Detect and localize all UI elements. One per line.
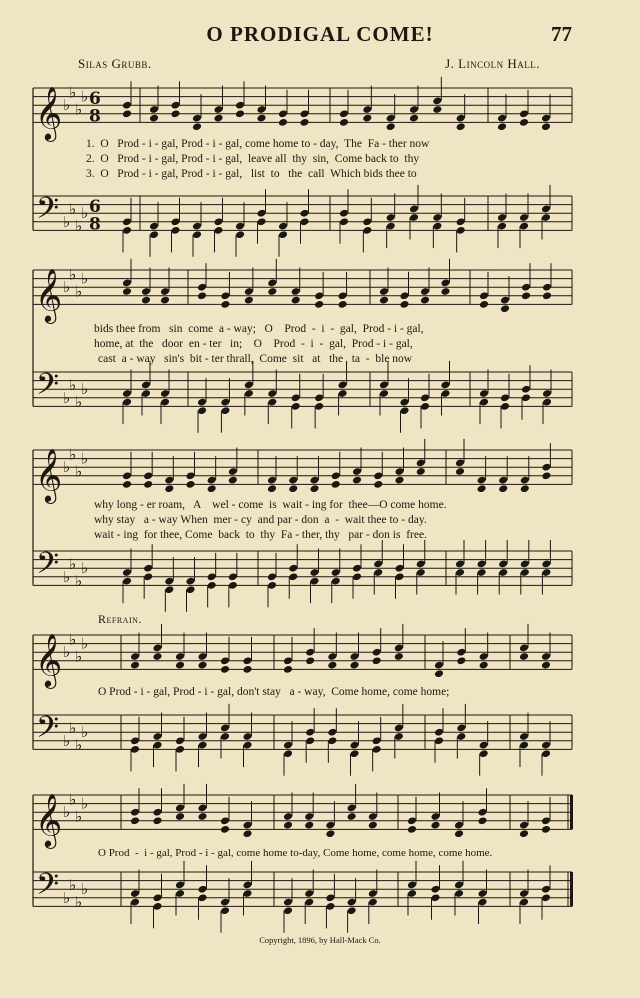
note-head xyxy=(309,484,319,493)
time-signature: 8 xyxy=(89,214,101,235)
note-head xyxy=(407,825,417,834)
flat-sign-icon: ♭ xyxy=(63,731,71,750)
bass-clef-icon: 𝄢 xyxy=(36,546,60,588)
note-head xyxy=(454,829,464,838)
note-head xyxy=(304,821,314,830)
flat-sign-icon: ♭ xyxy=(81,87,89,106)
note-head xyxy=(220,665,230,674)
note-head xyxy=(278,118,288,127)
flat-sign-icon: ♭ xyxy=(69,718,77,737)
note-head xyxy=(541,825,551,834)
note-head xyxy=(541,661,551,670)
note-head xyxy=(242,665,252,674)
verse-2-line-1: 2. O Prod - i - gal, Prod - i - gal, leave all thy sin, Come back to thy xyxy=(86,153,420,165)
note-head xyxy=(416,467,426,476)
treble-clef-icon: 𝄞 xyxy=(35,447,63,502)
note-head xyxy=(130,816,140,825)
note-head xyxy=(242,829,252,838)
flat-sign-icon: ♭ xyxy=(75,393,83,412)
note-head xyxy=(521,291,531,300)
verse-1-line-2: bids thee from sin come a - way; O Prod - i - gal, Prod - i - gal, xyxy=(94,323,424,335)
note-head xyxy=(267,287,277,296)
verse-3-line-1: 3. O Prod - i - gal, Prod - i - gal, list to the call Which bids thee to xyxy=(86,168,417,180)
verse-1-line-3: why long - er roam, A wel - come is wait - ing for thee—O come home. xyxy=(94,499,447,511)
page-number: 77 xyxy=(551,22,572,46)
note-head xyxy=(456,122,466,131)
note-head xyxy=(479,661,489,670)
note-head xyxy=(455,467,465,476)
note-head xyxy=(143,480,153,489)
note-head xyxy=(207,484,217,493)
note-head xyxy=(339,118,349,127)
note-head xyxy=(541,471,551,480)
note-head xyxy=(149,114,159,123)
flat-sign-icon: ♭ xyxy=(81,449,89,468)
note-head xyxy=(283,665,293,674)
flat-sign-icon: ♭ xyxy=(81,880,89,899)
flat-sign-icon: ♭ xyxy=(75,807,83,826)
note-head xyxy=(338,300,348,309)
note-head xyxy=(347,812,357,821)
note-head xyxy=(175,812,185,821)
note-head xyxy=(399,300,409,309)
note-head xyxy=(299,118,309,127)
note-head xyxy=(362,114,372,123)
note-head xyxy=(175,661,185,670)
note-head xyxy=(141,296,151,305)
flat-sign-icon: ♭ xyxy=(81,269,89,288)
note-head xyxy=(542,291,552,300)
flat-sign-icon: ♭ xyxy=(75,282,83,301)
flat-sign-icon: ♭ xyxy=(63,212,71,231)
refrain-lyric-line-2: O Prod - i - gal, Prod - i - gal, come home to-day, Come home, come home, come home. xyxy=(98,847,493,859)
note-head xyxy=(152,652,162,661)
flat-sign-icon: ♭ xyxy=(81,559,89,578)
note-head xyxy=(160,296,170,305)
note-head xyxy=(479,300,489,309)
note-head xyxy=(130,661,140,670)
note-head xyxy=(170,109,180,118)
treble-clef-icon: 𝄞 xyxy=(35,792,63,847)
bass-clef-icon: 𝄢 xyxy=(36,191,60,233)
note-head xyxy=(185,480,195,489)
flat-sign-icon: ♭ xyxy=(81,723,89,742)
flat-sign-icon: ♭ xyxy=(69,790,77,809)
refrain-lyric-line-1: O Prod - i - gal, Prod - i - gal, don't stay a - way, Come home, come home; xyxy=(98,686,450,698)
flat-sign-icon: ♭ xyxy=(63,643,71,662)
flat-sign-icon: ♭ xyxy=(75,893,83,912)
bass-clef-icon: 𝄢 xyxy=(36,867,60,909)
note-head xyxy=(519,652,529,661)
note-head xyxy=(331,480,341,489)
note-head xyxy=(197,812,207,821)
note-head xyxy=(498,484,508,493)
flat-sign-icon: ♭ xyxy=(81,204,89,223)
time-signature: 8 xyxy=(89,106,101,127)
note-head xyxy=(349,661,359,670)
note-head xyxy=(235,109,245,118)
note-head xyxy=(477,484,487,493)
flat-sign-icon: ♭ xyxy=(69,265,77,284)
note-head xyxy=(220,825,230,834)
note-head xyxy=(394,476,404,485)
verse-1-line-1: 1. O Prod - i - gal, Prod - i - gal, come home to - day, The Fa - ther now xyxy=(86,138,430,150)
verse-3-line-3: wait - ing for thee, Come back to thy Fa - ther, thy par - don is free. xyxy=(94,529,427,541)
hymn-title: O PRODIGAL COME! xyxy=(206,22,434,46)
note-head xyxy=(305,656,315,665)
verse-3-line-2: cast a - way sin's bit - ter thrall, Come sit at the ta - ble now xyxy=(98,353,413,365)
flat-sign-icon: ♭ xyxy=(63,803,71,822)
flat-sign-icon: ♭ xyxy=(75,217,83,236)
flat-sign-icon: ♭ xyxy=(69,83,77,102)
flat-sign-icon: ♭ xyxy=(81,380,89,399)
final-barline xyxy=(570,795,573,829)
note-head xyxy=(327,661,337,670)
flat-sign-icon: ♭ xyxy=(63,96,71,115)
note-head xyxy=(244,296,254,305)
flat-sign-icon: ♭ xyxy=(69,199,77,218)
note-head xyxy=(386,122,396,131)
flat-sign-icon: ♭ xyxy=(63,278,71,297)
note-head xyxy=(519,118,529,127)
note-head xyxy=(372,656,382,665)
flat-sign-icon: ♭ xyxy=(63,388,71,407)
flat-sign-icon: ♭ xyxy=(63,888,71,907)
note-head xyxy=(352,476,362,485)
verse-2-line-3: why stay a - way When mer - cy and par - don a - wait thee to - day. xyxy=(94,514,427,526)
note-head xyxy=(420,296,430,305)
flat-sign-icon: ♭ xyxy=(69,375,77,394)
note-head xyxy=(520,484,530,493)
flat-sign-icon: ♭ xyxy=(63,567,71,586)
note-head xyxy=(192,122,202,131)
note-head xyxy=(500,304,510,313)
note-head xyxy=(122,480,132,489)
note-head xyxy=(541,122,551,131)
note-head xyxy=(220,300,230,309)
note-head xyxy=(197,661,207,670)
flat-sign-icon: ♭ xyxy=(81,794,89,813)
treble-clef-icon: 𝄞 xyxy=(35,632,63,687)
composer-credit: J. Lincoln Hall. xyxy=(445,56,540,71)
flat-sign-icon: ♭ xyxy=(75,736,83,755)
time-signature: 6 xyxy=(89,89,101,110)
note-head xyxy=(256,114,266,123)
note-head xyxy=(122,287,132,296)
note-head xyxy=(291,296,301,305)
note-head xyxy=(368,821,378,830)
note-head xyxy=(519,829,529,838)
note-head xyxy=(497,122,507,131)
note-head xyxy=(394,652,404,661)
flat-sign-icon: ♭ xyxy=(69,875,77,894)
note-head xyxy=(325,829,335,838)
flat-sign-icon: ♭ xyxy=(75,572,83,591)
verse-2-line-2: home, at the door en - ter in; O Prod - i - gal, Prod - i - gal, xyxy=(94,338,413,350)
note-head xyxy=(477,816,487,825)
flat-sign-icon: ♭ xyxy=(75,462,83,481)
treble-clef-icon: 𝄞 xyxy=(35,267,63,322)
note-head xyxy=(288,484,298,493)
note-head xyxy=(434,669,444,678)
note-head xyxy=(440,287,450,296)
bass-clef-icon: 𝄢 xyxy=(36,367,60,409)
note-head xyxy=(409,114,419,123)
final-barline xyxy=(570,872,573,906)
note-head xyxy=(379,296,389,305)
note-head xyxy=(430,821,440,830)
flat-sign-icon: ♭ xyxy=(75,647,83,666)
note-head xyxy=(122,109,132,118)
flat-sign-icon: ♭ xyxy=(69,554,77,573)
flat-sign-icon: ♭ xyxy=(75,100,83,119)
bass-clef-icon: 𝄢 xyxy=(36,710,60,752)
flat-sign-icon: ♭ xyxy=(81,634,89,653)
flat-sign-icon: ♭ xyxy=(69,630,77,649)
treble-clef-icon: 𝄞 xyxy=(35,85,63,140)
note-head xyxy=(314,300,324,309)
note-head xyxy=(432,105,442,114)
note-head xyxy=(283,821,293,830)
note-head xyxy=(213,114,223,123)
refrain-label: Refrain. xyxy=(98,612,142,626)
time-signature: 6 xyxy=(89,197,101,218)
note-head xyxy=(456,656,466,665)
note-head xyxy=(152,816,162,825)
note-head xyxy=(228,476,238,485)
lyricist-credit: Silas Grubb. xyxy=(78,56,152,71)
copyright-notice: Copyright, 1896, by Hall-Mack Co. xyxy=(259,935,381,945)
flat-sign-icon: ♭ xyxy=(69,445,77,464)
note-head xyxy=(373,480,383,489)
flat-sign-icon: ♭ xyxy=(63,458,71,477)
note-head xyxy=(197,291,207,300)
note-head xyxy=(267,484,277,493)
note-head xyxy=(164,484,174,493)
